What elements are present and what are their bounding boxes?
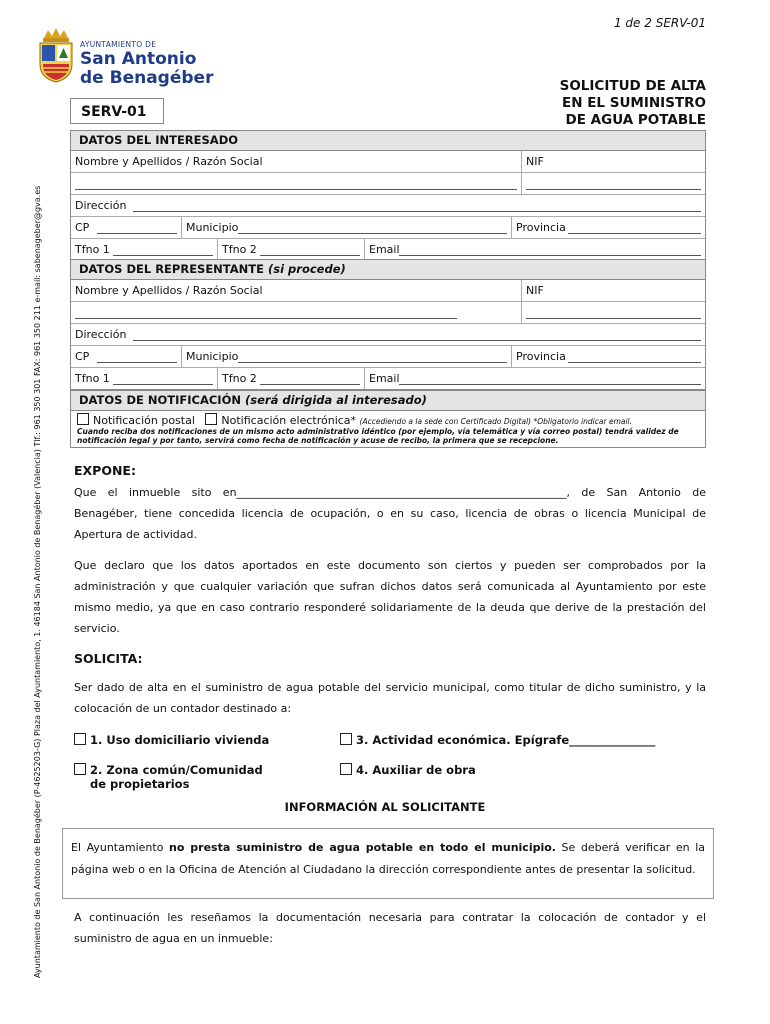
expone-heading: EXPONE: xyxy=(74,463,136,478)
logo-ayuntamiento-text: AYUNTAMIENTO DE xyxy=(80,40,157,49)
interesado-header: DATOS DEL INTERESADO xyxy=(71,131,705,151)
representante-direccion-label: Dirección xyxy=(75,328,127,341)
document-title xyxy=(486,78,706,129)
solicita-heading: SOLICITA: xyxy=(74,651,143,666)
logo-town-line2: de Benagéber xyxy=(80,68,214,88)
info-box xyxy=(62,828,714,899)
electronica-checkbox[interactable] xyxy=(205,413,217,425)
notificacion-header: DATOS DE NOTIFICACIÓN (será dirigida al interesado) xyxy=(71,391,705,411)
representante-nombre-label: Nombre y Apellidos / Razón Social xyxy=(75,284,263,297)
side-address-text: Ayuntamiento de San Antonio de Benagéber (P-4625203-G) Plaza del Ayuntamiento, 1. 46184 San Antonio de Benagéber (Valencia) Tlf.: 961 350 301 FAX: 961 350 211 e-mail: sabenageber@gva.es xyxy=(33,185,42,978)
expone-paragraph-1: Que el inmueble sito en____________________________________________________________, de San Antonio de Benagéber, tiene concedida licencia de ocupación, o en su caso, licencia de obras o licencia Municipal de Apertura de actividad. xyxy=(74,486,706,541)
representante-name-input-row xyxy=(71,302,705,324)
option-3-label: 3. Actividad económica. Epígrafe_______________ xyxy=(356,733,656,747)
representante-direccion-row xyxy=(71,324,705,346)
option-2 xyxy=(74,763,263,791)
representante-email-field[interactable] xyxy=(364,368,705,389)
interesado-cp-field[interactable] xyxy=(71,217,181,238)
notificacion-header-note: (será dirigida al interesado) xyxy=(245,393,427,407)
representante-tfno2-field[interactable] xyxy=(217,368,364,389)
title-line2: EN EL SUMINISTRO xyxy=(561,95,706,111)
representante-contact-row xyxy=(71,368,705,389)
representante-provincia-field[interactable] xyxy=(511,346,705,367)
representante-cp-field[interactable] xyxy=(71,346,181,367)
option-3-checkbox[interactable] xyxy=(340,733,352,745)
option-2-label-line2: de propietarios xyxy=(90,777,190,791)
representante-location-row xyxy=(71,346,705,368)
representante-nif-field[interactable] xyxy=(521,302,705,323)
representante-provincia-label: Provincia xyxy=(516,350,566,363)
representante-header-note: (si procede) xyxy=(268,262,346,276)
form-code-box: SERV-01 xyxy=(70,98,164,124)
representante-cp-label: CP xyxy=(75,350,90,363)
representante-nif-label: NIF xyxy=(521,280,705,301)
interesado-provincia-label: Provincia xyxy=(516,221,566,234)
interesado-contact-row xyxy=(71,239,705,260)
postal-checkbox[interactable] xyxy=(77,413,89,425)
option-4 xyxy=(340,763,476,777)
option-1 xyxy=(74,733,269,747)
title-line3: DE AGUA POTABLE xyxy=(565,112,706,128)
interesado-tfno1-label: Tfno 1 xyxy=(75,243,110,256)
option-4-checkbox[interactable] xyxy=(340,763,352,775)
electronica-note: (Accediendo a la sede con Certificado Digital) *Obligatorio indicar email. xyxy=(359,417,633,426)
representante-direccion-field[interactable] xyxy=(71,324,705,345)
representante-tfno1-label: Tfno 1 xyxy=(75,372,110,385)
title-line1: SOLICITUD DE ALTA xyxy=(559,78,706,94)
representante-municipio-label: Municipio xyxy=(186,350,239,363)
interesado-section xyxy=(70,130,706,261)
logo-town-line1: San Antonio xyxy=(80,49,197,69)
interesado-location-row xyxy=(71,217,705,239)
option-2-checkbox[interactable] xyxy=(74,763,86,775)
interesado-email-field[interactable] xyxy=(364,239,705,260)
interesado-provincia-field[interactable] xyxy=(511,217,705,238)
interesado-direccion-label: Dirección xyxy=(75,199,127,212)
interesado-direccion-row xyxy=(71,195,705,217)
interesado-nif-field[interactable] xyxy=(521,173,705,194)
representante-tfno2-label: Tfno 2 xyxy=(222,372,257,385)
representante-name-row xyxy=(71,280,705,302)
notificacion-body xyxy=(71,411,705,447)
representante-email-label: Email xyxy=(369,372,400,385)
interesado-nombre-label: Nombre y Apellidos / Razón Social xyxy=(75,155,263,168)
info-continuation: A continuación les reseñamos la documentación necesaria para contratar la colocación de contador y el suministro de agua en un inmueble: xyxy=(74,911,706,945)
electronica-label: Notificación electrónica* xyxy=(221,414,357,427)
interesado-direccion-field[interactable] xyxy=(71,195,705,216)
info-box-text: El Ayuntamiento no presta suministro de agua potable en todo el municipio. Se deberá verificar en la página web o en la Oficina de Atención al Ciudadano la dirección correspondiente antes de presentar la solicitud. xyxy=(71,841,705,876)
interesado-tfno2-label: Tfno 2 xyxy=(222,243,257,256)
solicita-paragraph: Ser dado de alta en el suministro de agua potable del servicio municipal, como titular de dicho suministro, y la colocación de un contador destinado a: xyxy=(74,681,706,715)
interesado-nif-label: NIF xyxy=(521,151,705,172)
postal-label: Notificación postal xyxy=(93,414,195,427)
municipal-logo xyxy=(36,26,214,88)
option-4-label: 4. Auxiliar de obra xyxy=(356,763,476,777)
page-number: 1 de 2 SERV-01 xyxy=(613,16,706,30)
option-1-label: 1. Uso domiciliario vivienda xyxy=(90,733,270,747)
interesado-municipio-label: Municipio xyxy=(186,221,239,234)
representante-header: DATOS DEL REPRESENTANTE (si procede) xyxy=(71,260,705,280)
interesado-email-label: Email xyxy=(369,243,400,256)
representante-section xyxy=(70,259,706,390)
notificacion-legal-text: Cuando reciba dos notificaciones de un mismo acto administrativo idéntico (por ejemplo, vía telemática y vía correo postal) tendrá validez de notificación legal y por tanto, servirá como fecha de notificación y acuse de recibo, la primera que se recepcione. xyxy=(77,427,679,445)
interesado-tfno1-field[interactable] xyxy=(71,239,217,260)
crest-icon xyxy=(36,26,76,84)
interesado-nombre-field[interactable] xyxy=(71,173,521,194)
option-1-checkbox[interactable] xyxy=(74,733,86,745)
info-box-bold: no presta suministro de agua potable en todo el municipio. xyxy=(169,841,556,854)
interesado-cp-label: CP xyxy=(75,221,90,234)
interesado-name-input-row xyxy=(71,173,705,195)
notificacion-section xyxy=(70,390,706,448)
option-3 xyxy=(340,733,655,747)
interesado-name-row xyxy=(71,151,705,173)
interesado-tfno2-field[interactable] xyxy=(217,239,364,260)
option-2-label: 2. Zona común/Comunidad xyxy=(90,763,263,777)
representante-nombre-field[interactable] xyxy=(71,302,521,323)
representante-tfno1-field[interactable] xyxy=(71,368,217,389)
expone-paragraph-2: Que declaro que los datos aportados en este documento son ciertos y pueden ser comprobados por la administración y que cualquier variación que sufran dichos datos será comunicada al Ayuntamiento por este mismo medio, ya que en caso contrario responderé solidariamente de la deuda que derive de la prestación del servicio. xyxy=(74,559,706,635)
representante-municipio-field[interactable] xyxy=(181,346,511,367)
notificacion-options xyxy=(77,413,699,427)
info-heading: INFORMACIÓN AL SOLICITANTE xyxy=(284,800,486,814)
interesado-municipio-field[interactable] xyxy=(181,217,511,238)
